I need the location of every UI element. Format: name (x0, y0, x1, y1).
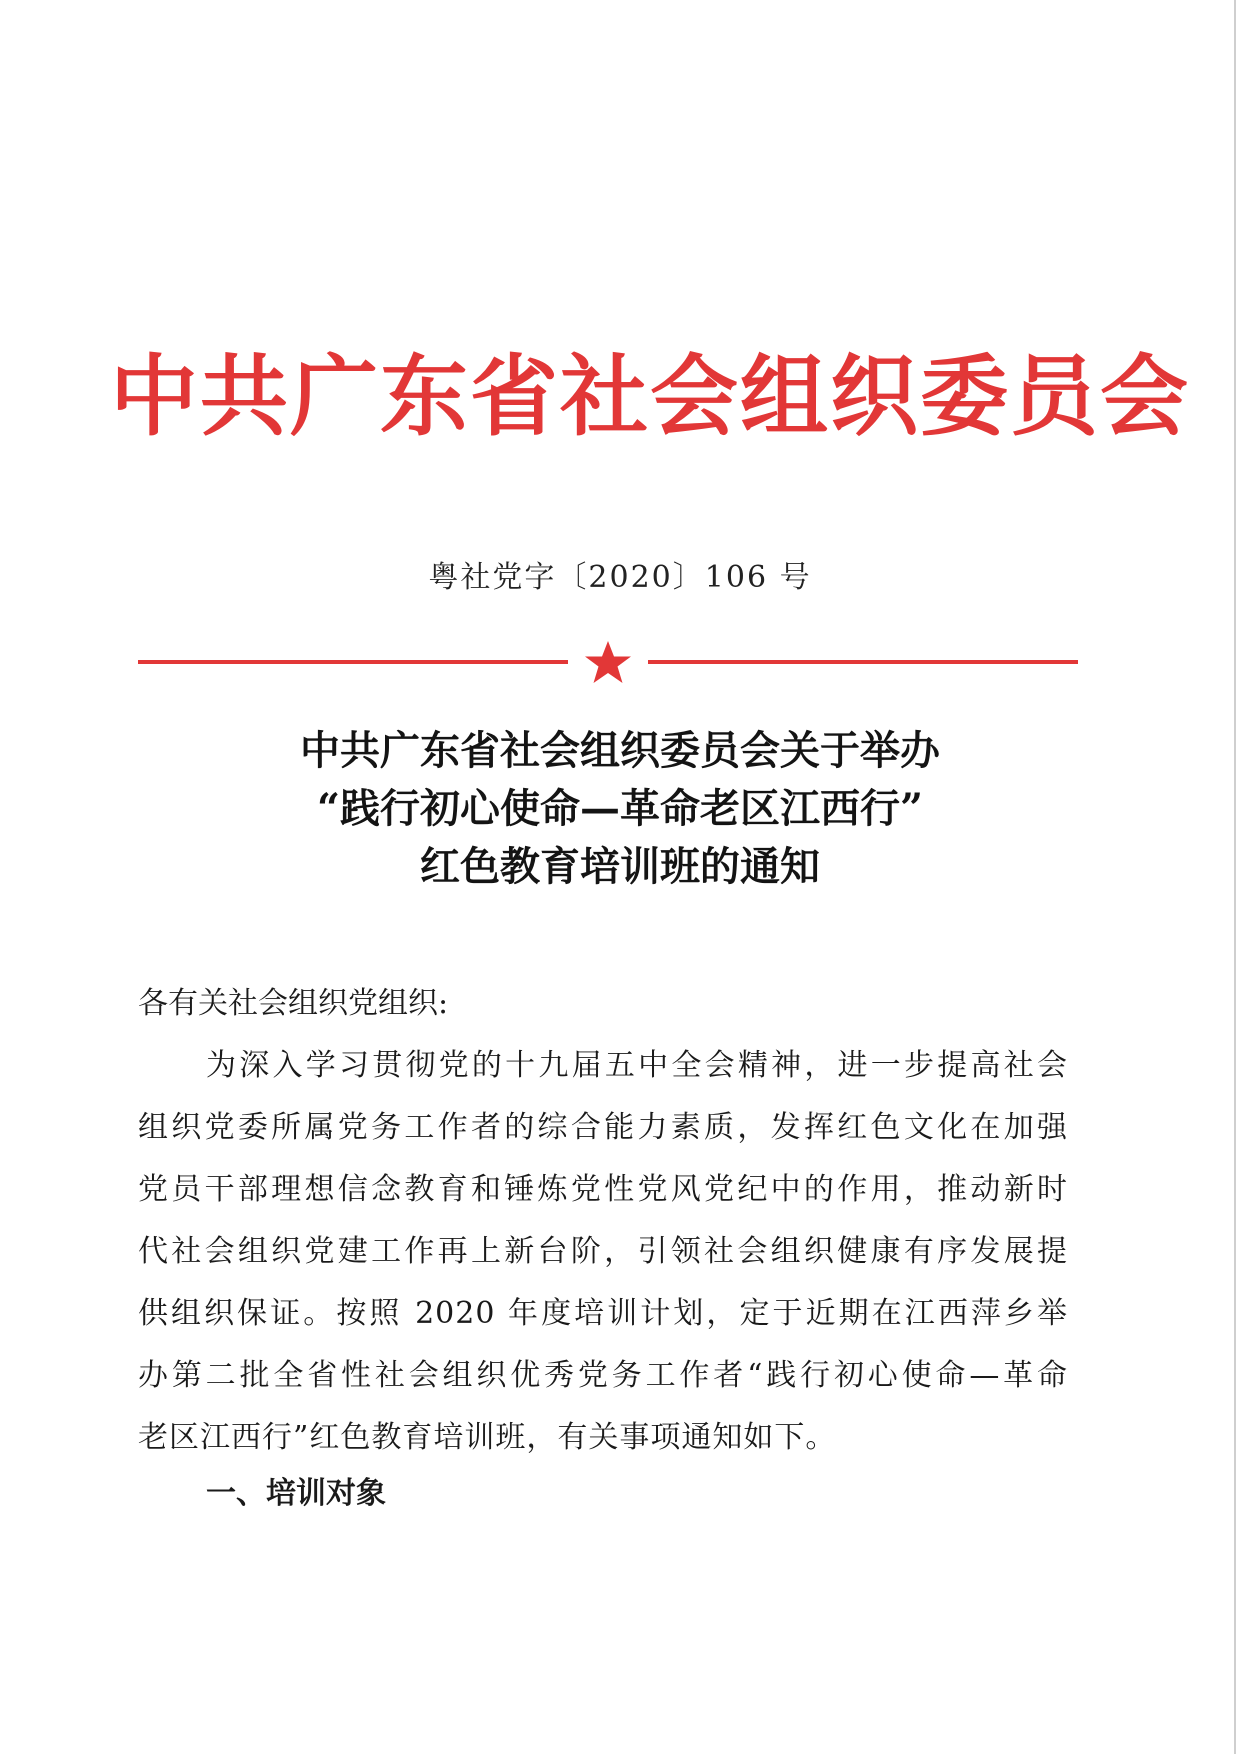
salutation: 各有关社会组织党组织: (138, 986, 449, 1021)
notice-title-line-2: “践行初心使命—革命老区江西行” (316, 785, 923, 832)
body-line: 代社会组织党建工作再上新台阶，引领社会组织健康有序发展提 (138, 1234, 1068, 1269)
notice-title-line-3: 红色教育培训班的通知 (420, 843, 820, 890)
star-icon (583, 640, 633, 684)
body-line: 组织党委所属党务工作者的综合能力素质，发挥红色文化在加强 (138, 1110, 1068, 1145)
divider-line-left (138, 660, 568, 664)
notice-title (100, 722, 1140, 896)
divider-line-right (648, 660, 1078, 664)
red-divider (138, 640, 1078, 682)
notice-title-line-1: 中共广东省社会组织委员会关于举办 (300, 727, 940, 774)
section-heading-training-targets: 一、培训对象 (206, 1476, 386, 1511)
document-number: 粤社党字〔2020〕106 号 (428, 560, 812, 595)
issuing-organization-title: 中共广东省社会组织委员会 (110, 344, 1191, 448)
body-line: 老区江西行”红色教育培训班，有关事项通知如下。 (138, 1420, 837, 1455)
body-line: 办第二批全省性社会组织优秀党务工作者“践行初心使命—革命 (138, 1358, 1068, 1393)
body-line: 供组织保证。按照 2020 年度培训计划，定于近期在江西萍乡举 (138, 1296, 1068, 1331)
page-edge (1234, 0, 1236, 1754)
body-paragraph (138, 1035, 1068, 1469)
body-line: 为深入学习贯彻党的十九届五中全会精神，进一步提高社会 (206, 1048, 1068, 1083)
body-line: 党员干部理想信念教育和锤炼党性党风党纪中的作用，推动新时 (138, 1172, 1068, 1207)
